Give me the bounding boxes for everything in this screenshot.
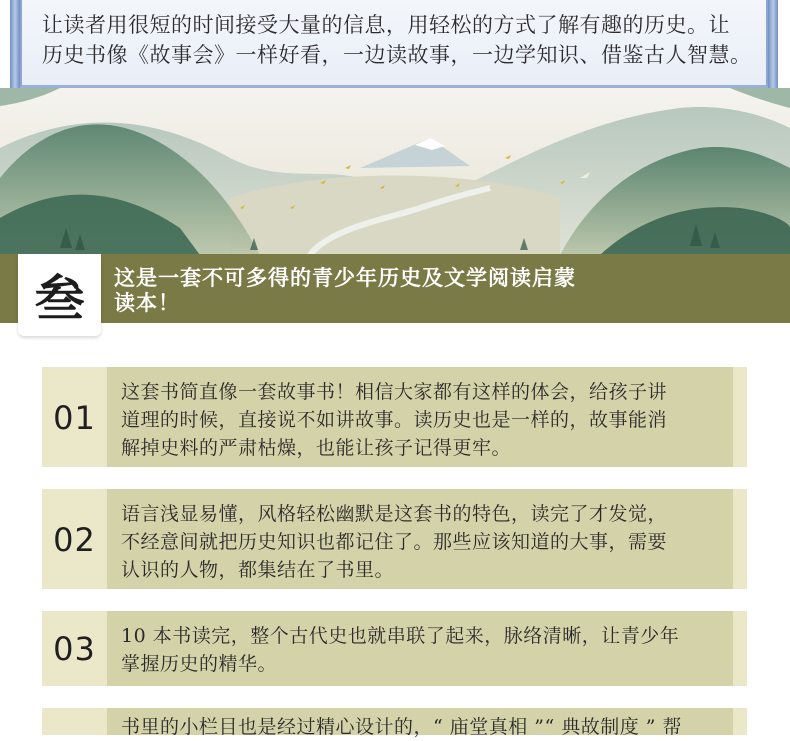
feature-card-edge — [733, 611, 747, 686]
feature-text-line: 掌握历史的精华。 — [121, 653, 278, 675]
feature-card — [42, 489, 747, 589]
feature-text-line: 这套书简直像一套故事书！相信大家都有这样的体会，给孩子讲 — [121, 381, 668, 403]
feature-text-line: 认识的人物，都集结在了书里。 — [121, 559, 395, 581]
feature-card — [42, 611, 747, 686]
feature-text — [121, 378, 725, 462]
feature-number: 01 — [53, 399, 96, 437]
feature-card-edge — [733, 367, 747, 467]
feature-text-line: 道理的时候，直接说不如讲故事。读历史也是一样的，故事能消 — [121, 409, 668, 431]
feature-text-panel — [107, 611, 733, 686]
feature-text-line: 语言浅显易懂，风格轻松幽默是这套书的特色，读完了才发觉， — [121, 503, 668, 525]
feature-text — [121, 713, 725, 741]
section-title-line: 这是一套不可多得的青少年历史及文学阅读启蒙 — [114, 266, 576, 290]
section-title-line: 读本！ — [114, 291, 180, 315]
feature-text-line: 书里的小栏目也是经过精心设计的，“ 庙堂真相 ”“ 典故制度 ” 帮 — [121, 716, 683, 738]
feature-text-line: 10 本书读完，整个古代史也就串联了起来，脉络清晰，让青少年 — [121, 625, 680, 647]
feature-text — [121, 500, 725, 584]
feature-text-panel — [107, 708, 733, 738]
feature-card-edge — [733, 489, 747, 589]
intro-scroll — [18, 0, 770, 88]
feature-text-panel — [107, 489, 733, 589]
feature-number: 02 — [53, 521, 96, 559]
feature-card-edge — [733, 708, 747, 735]
feature-text — [121, 622, 725, 678]
feature-card — [42, 708, 747, 738]
section-title — [114, 266, 764, 316]
section-number-badge: 叁 — [18, 254, 101, 336]
intro-line: 历史书像《故事会》一样好看，一边读故事，一边学知识、借鉴古人智慧。 — [42, 43, 752, 67]
intro-text — [42, 10, 772, 70]
intro-line: 让读者用很短的时间接受大量的信息，用轻松的方式了解有趣的历史。让 — [42, 13, 730, 37]
feature-number: 03 — [53, 630, 96, 668]
landscape-illustration — [0, 88, 790, 255]
feature-text-line: 不经意间就把历史知识也都记住了。那些应该知道的大事，需要 — [121, 531, 668, 553]
feature-text-line: 解掉史料的严肃枯燥，也能让孩子记得更牢。 — [121, 437, 512, 459]
scroll-rod-left — [10, 0, 20, 92]
feature-number-box — [42, 708, 107, 735]
feature-text-panel — [107, 367, 733, 467]
feature-card — [42, 367, 747, 467]
